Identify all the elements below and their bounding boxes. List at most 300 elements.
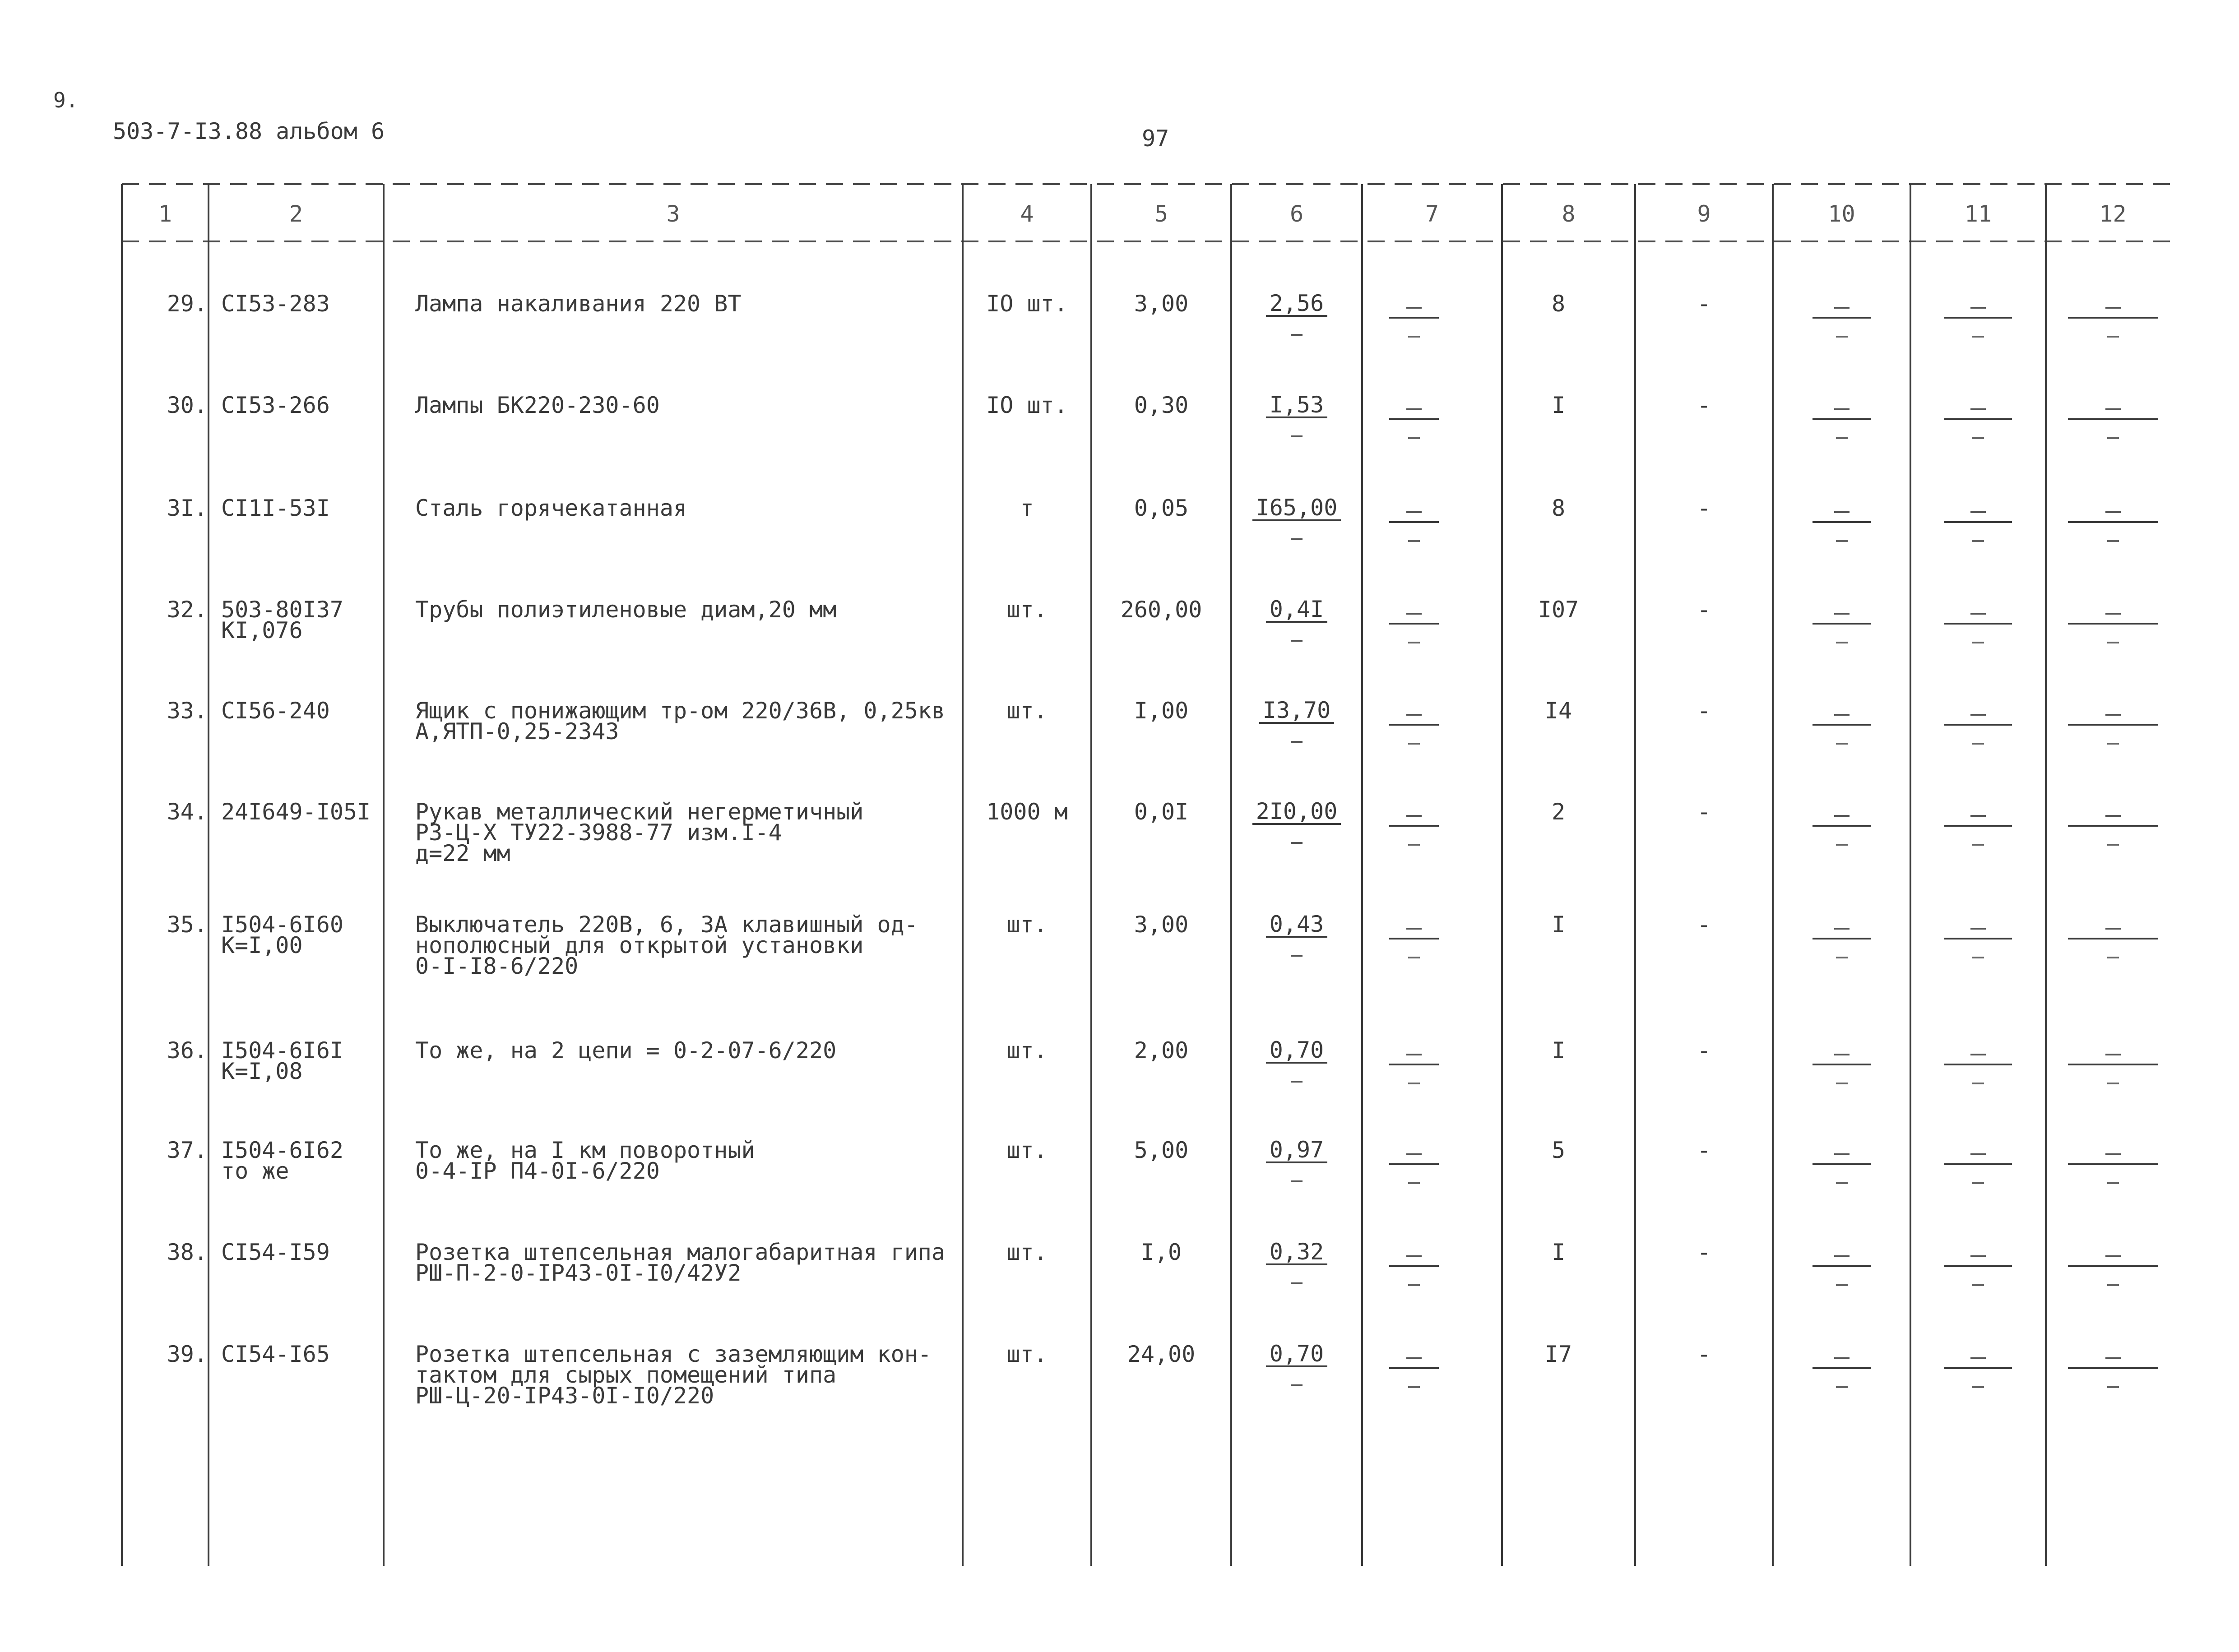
item-name-line: тактом для сырых помещений типа bbox=[415, 1362, 837, 1388]
item-unit-line: IO шт. bbox=[986, 392, 1068, 418]
column-9-value-line: - bbox=[1697, 1137, 1711, 1163]
item-code-line: CI54-I59 bbox=[221, 1239, 330, 1265]
column-8-value bbox=[1502, 392, 1615, 418]
item-name-line: д=22 мм bbox=[415, 840, 510, 866]
column-11-value bbox=[1910, 307, 2046, 338]
item-unit bbox=[963, 291, 1091, 317]
column-8-value-line: 8 bbox=[1551, 495, 1566, 521]
unit-price bbox=[1231, 496, 1362, 540]
column-12-value-rule bbox=[2068, 418, 2158, 420]
item-quantity-line: 3,00 bbox=[1134, 912, 1189, 938]
column-10-value bbox=[1773, 408, 1910, 439]
item-name bbox=[415, 912, 918, 979]
item-name-line: РЗ-Ц-Х ТУ22-3988-77 изм.I-4 bbox=[415, 819, 782, 846]
unit-price bbox=[1231, 597, 1362, 642]
item-name-line: Ящик с понижающим тр-ом 220/36В, 0,25кв bbox=[415, 698, 945, 724]
item-name bbox=[415, 291, 742, 317]
column-7-value bbox=[1362, 1054, 1466, 1084]
column-11-value bbox=[1910, 613, 2046, 643]
row-number bbox=[126, 698, 208, 724]
column-11-value-bottom bbox=[1972, 540, 1984, 542]
item-quantity-line: 260,00 bbox=[1120, 597, 1202, 623]
row-number-line: 32. bbox=[167, 597, 208, 623]
column-11-value-rule bbox=[1944, 521, 2012, 523]
item-quantity-line: 5,00 bbox=[1134, 1137, 1189, 1163]
item-code-line: CI1I-53I bbox=[221, 495, 330, 521]
column-header: 3 bbox=[666, 201, 680, 227]
column-12-value bbox=[2046, 815, 2180, 846]
column-10-value-rule bbox=[1813, 938, 1871, 939]
row-number-line: 36. bbox=[167, 1037, 208, 1064]
row-number bbox=[126, 1037, 208, 1064]
item-unit-line: т bbox=[1020, 495, 1034, 521]
column-12-value-top bbox=[2105, 815, 2121, 817]
row-number-line: 29. bbox=[167, 291, 208, 317]
column-12-value-top bbox=[2105, 1054, 2121, 1055]
column-8-value-line: I bbox=[1551, 1037, 1566, 1064]
column-12-value-bottom bbox=[2107, 743, 2119, 745]
unit-price bbox=[1231, 1342, 1362, 1386]
item-code-line: 503-80I37 bbox=[221, 597, 343, 623]
unit-price-denominator bbox=[1291, 842, 1303, 844]
column-9-value bbox=[1635, 698, 1773, 724]
column-11-value-rule bbox=[1944, 418, 2012, 420]
column-12-value bbox=[2046, 1054, 2180, 1084]
column-7-value bbox=[1362, 1357, 1466, 1388]
column-11-value-top bbox=[1970, 511, 1986, 513]
column-11-value-bottom bbox=[1972, 437, 1984, 439]
item-name bbox=[415, 1137, 755, 1184]
unit-price-value: 0,4I bbox=[1266, 597, 1327, 623]
column-11-value-bottom bbox=[1972, 743, 1984, 745]
column-8-value bbox=[1502, 1341, 1615, 1367]
item-code bbox=[221, 1137, 343, 1184]
column-10-value-rule bbox=[1813, 1367, 1871, 1369]
unit-price-value: I65,00 bbox=[1252, 496, 1341, 521]
unit-price-value: 0,70 bbox=[1266, 1342, 1327, 1367]
column-9-value-line: - bbox=[1697, 597, 1711, 623]
item-code-line: I504-6I62 bbox=[221, 1137, 343, 1163]
column-12-value bbox=[2046, 613, 2180, 643]
column-8-value bbox=[1502, 495, 1615, 521]
item-unit-line: шт. bbox=[1006, 1037, 1048, 1064]
item-unit-line: 1000 м bbox=[986, 799, 1068, 825]
item-name bbox=[415, 392, 660, 418]
column-11-value-top bbox=[1970, 1255, 1986, 1257]
item-unit bbox=[963, 912, 1091, 938]
column-11-value-top bbox=[1970, 307, 1986, 309]
item-quantity-line: 3,00 bbox=[1134, 291, 1189, 317]
item-code-line: CI56-240 bbox=[221, 698, 330, 724]
item-code-line: CI53-283 bbox=[221, 291, 330, 317]
row-number-line: 33. bbox=[167, 698, 208, 724]
unit-price-value: 2,56 bbox=[1266, 292, 1327, 317]
row-number bbox=[126, 1137, 208, 1163]
column-7-value bbox=[1362, 1255, 1466, 1286]
item-unit bbox=[963, 1239, 1091, 1265]
column-11-value-bottom bbox=[1972, 642, 1984, 643]
column-9-value bbox=[1635, 495, 1773, 521]
column-7-value-top bbox=[1406, 1255, 1422, 1257]
unit-price-denominator bbox=[1291, 955, 1303, 957]
item-quantity bbox=[1091, 698, 1231, 724]
item-code bbox=[221, 1341, 330, 1367]
column-8-value-line: 8 bbox=[1551, 291, 1566, 317]
column-12-value-rule bbox=[2068, 317, 2158, 319]
column-7-value bbox=[1362, 714, 1466, 745]
column-11-value-top bbox=[1970, 714, 1986, 716]
column-9-value bbox=[1635, 1137, 1773, 1163]
column-header: 11 bbox=[1964, 201, 1992, 227]
column-7-value-top bbox=[1406, 511, 1422, 513]
column-10-value-rule bbox=[1813, 418, 1871, 420]
column-8-value-line: I bbox=[1551, 912, 1566, 938]
item-code bbox=[221, 599, 343, 641]
column-10-value bbox=[1773, 928, 1910, 958]
item-name bbox=[415, 1341, 932, 1409]
item-quantity bbox=[1091, 392, 1231, 418]
column-12-value-rule bbox=[2068, 938, 2158, 939]
column-9-value-line: - bbox=[1697, 698, 1711, 724]
item-quantity bbox=[1091, 799, 1231, 825]
column-10-value-bottom bbox=[1836, 1083, 1848, 1084]
column-12-value-rule bbox=[2068, 1265, 2158, 1267]
item-unit-line: шт. bbox=[1006, 1137, 1048, 1163]
row-number-line: 34. bbox=[167, 799, 208, 825]
unit-price bbox=[1231, 1038, 1362, 1083]
row-number-line: 39. bbox=[167, 1341, 208, 1367]
column-7-value bbox=[1362, 1153, 1466, 1184]
item-unit-line: IO шт. bbox=[986, 291, 1068, 317]
item-code-line: то же bbox=[221, 1158, 289, 1184]
column-11-value-top bbox=[1970, 928, 1986, 930]
item-unit-line: шт. bbox=[1006, 698, 1048, 724]
column-9-value-line: - bbox=[1697, 912, 1711, 938]
row-number-line: 37. bbox=[167, 1137, 208, 1163]
column-7-value-rule bbox=[1389, 938, 1439, 939]
column-11-value-rule bbox=[1944, 1265, 2012, 1267]
column-9-value bbox=[1635, 291, 1773, 317]
column-9-value bbox=[1635, 597, 1773, 623]
column-7-value bbox=[1362, 511, 1466, 542]
column-11-value bbox=[1910, 408, 2046, 439]
column-12-value-rule bbox=[2068, 724, 2158, 726]
column-11-value-rule bbox=[1944, 1163, 2012, 1165]
column-9-value-line: - bbox=[1697, 1239, 1711, 1265]
unit-price-value: I3,70 bbox=[1259, 699, 1335, 724]
item-unit bbox=[963, 698, 1091, 724]
column-10-value-bottom bbox=[1836, 642, 1848, 643]
column-12-value-rule bbox=[2068, 1367, 2158, 1369]
column-11-value-bottom bbox=[1972, 1083, 1984, 1084]
column-11-value-rule bbox=[1944, 1367, 2012, 1369]
column-7-value-rule bbox=[1389, 1163, 1439, 1165]
item-code bbox=[221, 799, 371, 825]
column-9-value bbox=[1635, 392, 1773, 418]
column-7-value-bottom bbox=[1408, 1182, 1420, 1184]
column-11-value-rule bbox=[1944, 623, 2012, 625]
row-number bbox=[126, 799, 208, 825]
item-name-line: РШ-Ц-20-IP43-0I-I0/220 bbox=[415, 1383, 714, 1409]
item-unit-line: шт. bbox=[1006, 1341, 1048, 1367]
item-quantity bbox=[1091, 1239, 1231, 1265]
column-7-value-bottom bbox=[1408, 1083, 1420, 1084]
unit-price bbox=[1231, 800, 1362, 844]
column-12-value bbox=[2046, 408, 2180, 439]
column-8-value-line: I7 bbox=[1544, 1341, 1572, 1367]
column-10-value-bottom bbox=[1836, 437, 1848, 439]
column-10-value bbox=[1773, 1153, 1910, 1184]
item-name-line: Лампа накаливания 220 ВТ bbox=[415, 291, 742, 317]
column-7-value-rule bbox=[1389, 724, 1439, 726]
column-10-value-rule bbox=[1813, 1163, 1871, 1165]
column-10-value-bottom bbox=[1836, 743, 1848, 745]
item-code-line: KI,076 bbox=[221, 617, 303, 643]
column-10-value-rule bbox=[1813, 1064, 1871, 1065]
item-name-line: А,ЯТП-0,25-2343 bbox=[415, 718, 619, 745]
unit-price bbox=[1231, 393, 1362, 437]
column-11-value-bottom bbox=[1972, 1284, 1984, 1286]
item-name-line: Рукав металлический негерметичный bbox=[415, 799, 864, 825]
item-code bbox=[221, 1037, 343, 1084]
column-12-value-bottom bbox=[2107, 437, 2119, 439]
column-12-value-top bbox=[2105, 613, 2121, 615]
row-number bbox=[126, 392, 208, 418]
column-12-value bbox=[2046, 511, 2180, 542]
column-10-value bbox=[1773, 307, 1910, 338]
column-12-value-rule bbox=[2068, 825, 2158, 827]
column-7-value-top bbox=[1406, 613, 1422, 615]
row-number-line: 30. bbox=[167, 392, 208, 418]
item-quantity-line: 0,05 bbox=[1134, 495, 1189, 521]
column-10-value-bottom bbox=[1836, 540, 1848, 542]
column-11-value-bottom bbox=[1972, 1182, 1984, 1184]
column-8-value-line: I4 bbox=[1544, 698, 1572, 724]
item-code-line: K=I,00 bbox=[221, 932, 303, 958]
column-12-value-rule bbox=[2068, 1163, 2158, 1165]
item-name-line: То же, на 2 цепи = 0-2-07-6/220 bbox=[415, 1037, 837, 1064]
column-8-value-line: 5 bbox=[1551, 1137, 1566, 1163]
item-quantity bbox=[1091, 495, 1231, 521]
column-8-value bbox=[1502, 1239, 1615, 1265]
item-unit bbox=[963, 1341, 1091, 1367]
column-7-value-bottom bbox=[1408, 743, 1420, 745]
column-11-value-bottom bbox=[1972, 336, 1984, 338]
column-7-value-top bbox=[1406, 1054, 1422, 1055]
column-12-value-bottom bbox=[2107, 844, 2119, 846]
column-12-value-top bbox=[2105, 408, 2121, 410]
column-11-value-top bbox=[1970, 408, 1986, 410]
column-12-value-bottom bbox=[2107, 642, 2119, 643]
row-number-line: 3I. bbox=[167, 495, 208, 521]
column-7-value-bottom bbox=[1408, 1284, 1420, 1286]
column-12-value-top bbox=[2105, 1153, 2121, 1155]
column-8-value bbox=[1502, 291, 1615, 317]
column-header: 9 bbox=[1697, 201, 1711, 227]
unit-price bbox=[1231, 292, 1362, 336]
column-7-value bbox=[1362, 928, 1466, 958]
column-7-value-rule bbox=[1389, 825, 1439, 827]
column-7-value-rule bbox=[1389, 623, 1439, 625]
item-unit-line: шт. bbox=[1006, 912, 1048, 938]
column-9-value-line: - bbox=[1697, 1037, 1711, 1064]
column-10-value-top bbox=[1834, 613, 1850, 615]
column-7-value-rule bbox=[1389, 1265, 1439, 1267]
column-12-value-bottom bbox=[2107, 1182, 2119, 1184]
unit-price-denominator bbox=[1291, 1180, 1303, 1182]
item-quantity bbox=[1091, 1137, 1231, 1163]
column-7-value-top bbox=[1406, 1153, 1422, 1155]
column-11-value bbox=[1910, 511, 2046, 542]
column-10-value-rule bbox=[1813, 825, 1871, 827]
column-12-value-top bbox=[2105, 511, 2121, 513]
unit-price-value: 0,70 bbox=[1266, 1038, 1327, 1064]
item-name-line: Сталь горячекатанная bbox=[415, 495, 687, 521]
row-number bbox=[126, 1239, 208, 1265]
column-12-value-rule bbox=[2068, 521, 2158, 523]
column-7-value-bottom bbox=[1408, 437, 1420, 439]
column-11-value-bottom bbox=[1972, 844, 1984, 846]
item-quantity bbox=[1091, 912, 1231, 938]
column-12-value-bottom bbox=[2107, 336, 2119, 338]
column-11-value bbox=[1910, 1153, 2046, 1184]
item-name bbox=[415, 1037, 837, 1064]
item-name-line: Лампы БК220-230-60 bbox=[415, 392, 660, 418]
column-11-value-top bbox=[1970, 1153, 1986, 1155]
row-number bbox=[126, 495, 208, 521]
column-10-value bbox=[1773, 1054, 1910, 1084]
column-12-value-bottom bbox=[2107, 1083, 2119, 1084]
column-10-value-top bbox=[1834, 408, 1850, 410]
column-10-value bbox=[1773, 714, 1910, 745]
column-11-value bbox=[1910, 714, 2046, 745]
column-9-value-line: - bbox=[1697, 1341, 1711, 1367]
item-code-line: K=I,08 bbox=[221, 1058, 303, 1084]
unit-price-denominator bbox=[1291, 741, 1303, 743]
column-12-value-top bbox=[2105, 714, 2121, 716]
item-code bbox=[221, 291, 330, 317]
item-name-line: Трубы полиэтиленовые диам,20 мм bbox=[415, 597, 837, 623]
unit-price-value: 0,43 bbox=[1266, 912, 1327, 938]
column-12-value-top bbox=[2105, 928, 2121, 930]
column-8-value-line: I bbox=[1551, 392, 1566, 418]
column-12-value-bottom bbox=[2107, 540, 2119, 542]
column-11-value-rule bbox=[1944, 317, 2012, 319]
column-7-value-bottom bbox=[1408, 957, 1420, 958]
item-quantity-line: 0,30 bbox=[1134, 392, 1189, 418]
column-7-value-rule bbox=[1389, 418, 1439, 420]
row-number bbox=[126, 912, 208, 938]
column-7-value-rule bbox=[1389, 1367, 1439, 1369]
column-11-value-top bbox=[1970, 1054, 1986, 1055]
column-11-value bbox=[1910, 1357, 2046, 1388]
column-8-value bbox=[1502, 597, 1615, 623]
column-7-value bbox=[1362, 815, 1466, 846]
unit-price-denominator bbox=[1291, 1081, 1303, 1083]
column-7-value-top bbox=[1406, 815, 1422, 817]
item-quantity-line: 0,0I bbox=[1134, 799, 1189, 825]
column-12-value-bottom bbox=[2107, 1284, 2119, 1286]
item-code-line: I504-6I60 bbox=[221, 912, 343, 938]
column-8-value-line: I bbox=[1551, 1239, 1566, 1265]
item-code bbox=[221, 1239, 330, 1265]
item-name-line: Выключатель 220В, 6, 3А клавишный од- bbox=[415, 912, 918, 938]
document-code: 503-7-I3.88 альбом 6 bbox=[113, 118, 385, 144]
item-quantity-line: 2,00 bbox=[1134, 1037, 1189, 1064]
column-10-value-rule bbox=[1813, 724, 1871, 726]
unit-price-denominator bbox=[1291, 538, 1303, 540]
row-number bbox=[126, 1341, 208, 1367]
column-header: 5 bbox=[1154, 201, 1168, 227]
column-10-value bbox=[1773, 511, 1910, 542]
page-number: 97 bbox=[1142, 125, 1169, 152]
column-12-value-bottom bbox=[2107, 957, 2119, 958]
column-header: 4 bbox=[1020, 201, 1034, 227]
column-9-value-line: - bbox=[1697, 291, 1711, 317]
column-7-value bbox=[1362, 613, 1466, 643]
column-7-value-rule bbox=[1389, 1064, 1439, 1065]
column-11-value bbox=[1910, 815, 2046, 846]
item-quantity bbox=[1091, 597, 1231, 623]
column-12-value-top bbox=[2105, 307, 2121, 309]
item-name-line: Розетка штепсельная малогабаритная гипа bbox=[415, 1239, 945, 1265]
column-11-value-rule bbox=[1944, 1064, 2012, 1065]
item-name bbox=[415, 698, 945, 745]
column-11-value-bottom bbox=[1972, 957, 1984, 958]
column-10-value bbox=[1773, 613, 1910, 643]
item-name-line: Розетка штепсельная с заземляющим кон- bbox=[415, 1341, 932, 1367]
item-code-line: I504-6I6I bbox=[221, 1037, 343, 1064]
row-number-line: 38. bbox=[167, 1239, 208, 1265]
column-10-value-bottom bbox=[1836, 336, 1848, 338]
column-header: 12 bbox=[2099, 201, 2127, 227]
item-quantity bbox=[1091, 291, 1231, 317]
column-header: 6 bbox=[1289, 201, 1304, 227]
column-10-value-bottom bbox=[1836, 1284, 1848, 1286]
item-name bbox=[415, 1239, 945, 1286]
column-12-value bbox=[2046, 928, 2180, 958]
column-10-value-bottom bbox=[1836, 1182, 1848, 1184]
column-8-value-line: I07 bbox=[1538, 597, 1579, 623]
column-7-value bbox=[1362, 408, 1466, 439]
column-10-value bbox=[1773, 1255, 1910, 1286]
unit-price bbox=[1231, 1240, 1362, 1284]
item-unit bbox=[963, 799, 1091, 825]
corner-mark: 9. bbox=[53, 88, 79, 112]
column-9-value-line: - bbox=[1697, 495, 1711, 521]
column-9-value bbox=[1635, 1037, 1773, 1064]
unit-price-denominator bbox=[1291, 435, 1303, 437]
column-10-value-top bbox=[1834, 307, 1850, 309]
column-11-value-top bbox=[1970, 613, 1986, 615]
column-10-value-rule bbox=[1813, 521, 1871, 523]
column-11-value bbox=[1910, 1255, 2046, 1286]
column-10-value bbox=[1773, 815, 1910, 846]
row-number bbox=[126, 597, 208, 623]
unit-price-value: I,53 bbox=[1266, 393, 1327, 418]
column-8-value bbox=[1502, 1137, 1615, 1163]
item-quantity bbox=[1091, 1037, 1231, 1064]
column-11-value-bottom bbox=[1972, 1386, 1984, 1388]
item-code bbox=[221, 495, 330, 521]
column-10-value bbox=[1773, 1357, 1910, 1388]
column-8-value bbox=[1502, 1037, 1615, 1064]
item-name-line: 0-I-I8-6/220 bbox=[415, 953, 579, 979]
item-unit bbox=[963, 392, 1091, 418]
item-quantity-line: I,00 bbox=[1134, 698, 1189, 724]
item-name bbox=[415, 801, 863, 864]
item-name bbox=[415, 597, 837, 623]
